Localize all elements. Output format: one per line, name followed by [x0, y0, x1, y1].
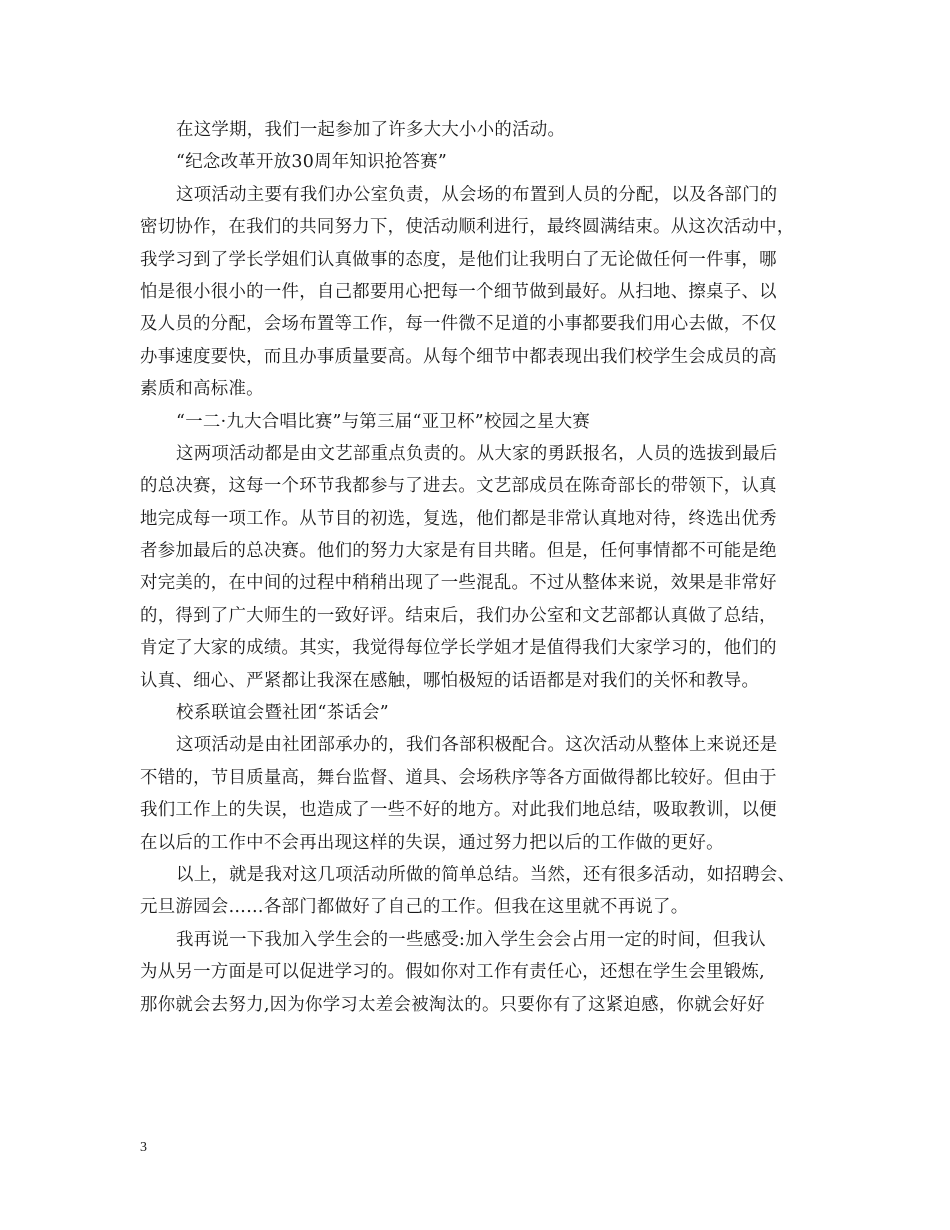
text-line: “一二·九大合唱比赛”与第三届“亚卫杯”校园之星大赛	[176, 411, 591, 432]
text-line: 这项活动是由社团部承办的，我们各部积极配合。这次活动从整体上来说还是	[176, 735, 778, 756]
text-line: 在以后的工作中不会再出现这样的失误，通过努力把以后的工作做的更好。	[140, 832, 724, 853]
text-line: 肯定了大家的成绩。其实，我觉得每位学长学姐才是值得我们大家学习的，他们的	[140, 638, 777, 659]
text-line: 对完美的，在中间的过程中稍稍出现了一些混乱。不过从整体来说，效果是非常好	[140, 573, 777, 594]
text-line: 我学习到了学长学姐们认真做事的态度，是他们让我明白了无论做任何一件事，哪	[140, 249, 777, 270]
text-line: 在这学期，我们一起参加了许多大大小小的活动。	[176, 120, 566, 140]
document-body	[140, 114, 820, 1021]
text-line: 素质和高标准。	[140, 379, 264, 400]
text-line: 这项活动主要有我们办公室负责，从会场的布置到人员的分配，以及各部门的	[176, 184, 778, 205]
text-line: 校系联谊会暨社团“茶话会”	[176, 703, 389, 724]
text-line: 那你就会去努力,因为你学习太差会被淘汰的。只要你有了这紧迫感，你就会好好	[140, 994, 766, 1015]
text-line: 的总决赛，这每一个环节我都参与了进去。文艺部成员在陈奇部长的带领下，认真	[140, 476, 777, 497]
text-line: 元旦游园会……各部门都做好了自己的工作。但我在这里就不再说了。	[140, 897, 689, 918]
text-line: “纪念改革开放30周年知识抢答赛”	[176, 152, 448, 173]
text-line: 办事速度要快，而且办事质量要高。从每个细节中都表现出我们校学生会成员的高	[140, 346, 777, 367]
text-line: 我们工作上的失误，也造成了一些不好的地方。对此我们地总结，吸取教训，以便	[140, 800, 777, 821]
text-line: 为从另一方面是可以促进学习的。假如你对工作有责任心，还想在学生会里锻炼,	[140, 962, 766, 983]
page-number: 3	[140, 1140, 147, 1155]
text-line: 密切协作，在我们的共同努力下，使活动顺利进行，最终圆满结束。从这次活动中，	[140, 217, 795, 238]
text-line: 以上，就是我对这几项活动所做的简单总结。当然，还有很多活动，如招聘会、	[176, 864, 796, 885]
text-line: 我再说一下我加入学生会的一些感受:加入学生会会占用一定的时间，但我认	[176, 929, 766, 950]
text-line: 认真、细心、严紧都让我深在感触，哪怕极短的话语都是对我们的关怀和教导。	[140, 670, 760, 691]
text-line: 者参加最后的总决赛。他们的努力大家是有目共睹。但是，任何事情都不可能是绝	[140, 541, 777, 562]
text-line: 及人员的分配，会场布置等工作，每一件微不足道的小事都要我们用心去做，不仅	[140, 314, 777, 335]
text-line: 不错的，节目质量高，舞台监督、道具、会场秩序等各方面做得都比较好。但由于	[140, 767, 777, 788]
text-line: 这两项活动都是由文艺部重点负责的。从大家的勇跃报名，人员的选拔到最后	[176, 443, 778, 464]
text-line: 的，得到了广大师生的一致好评。结束后，我们办公室和文艺部都认真做了总结，	[140, 605, 777, 626]
text-line: 地完成每一项工作。从节目的初选，复选，他们都是非常认真地对待，终选出优秀	[140, 508, 777, 529]
text-line: 怕是很小很小的一件，自己都要用心把每一个细节做到最好。从扫地、擦桌子、以	[140, 281, 777, 302]
